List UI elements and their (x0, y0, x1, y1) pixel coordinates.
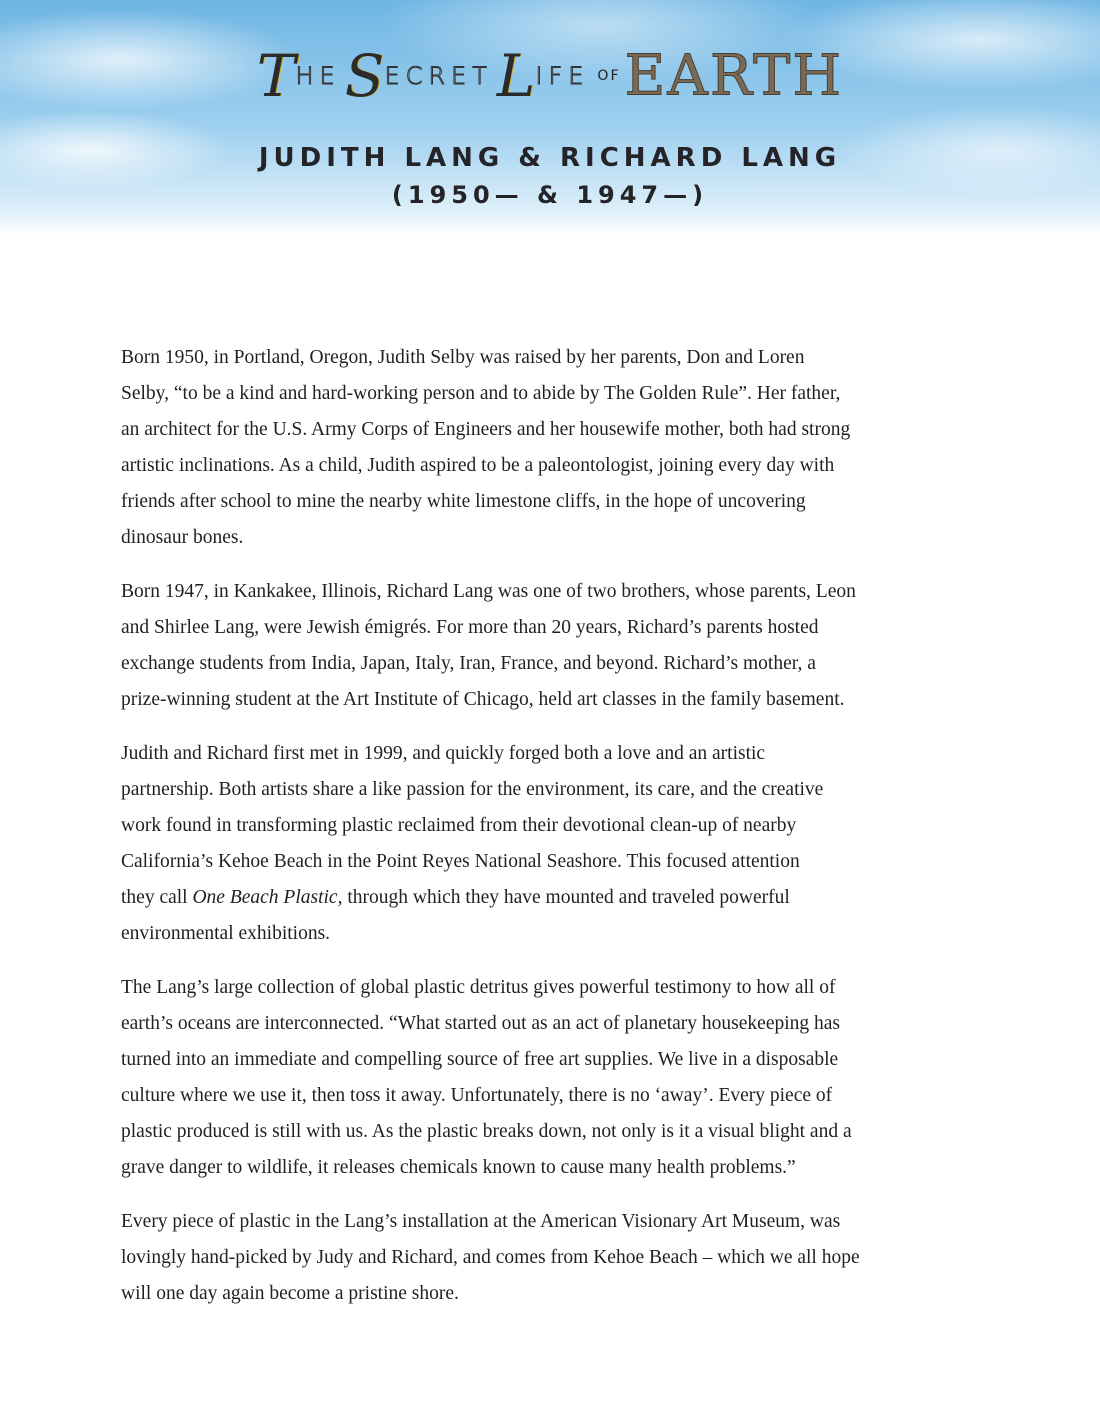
paragraph-richard (121, 574, 1021, 718)
text-line: turned into an immediate and compelling source of free art supplies. We live in a disposable (121, 1049, 839, 1070)
text-line: work found in transforming plastic reclaimed from their devotional clean-up of nearby (121, 815, 797, 836)
paragraph-judith (121, 340, 1021, 556)
secret-life-of-earth-logo (0, 42, 1100, 110)
logo-initial-l: L (496, 42, 536, 110)
text-line: environmental exhibitions. (121, 923, 331, 944)
text-line: plastic produced is still with us. As the plastic breaks down, not only is it a visual blight and a (121, 1121, 852, 1142)
logo-text-the: HE (295, 62, 341, 90)
text-line: dinosaur bones. (121, 527, 244, 548)
text-line (121, 880, 1021, 916)
text-line: Selby, “to be a kind and hard-working person and to abide by The Golden Rule”. Her father, (121, 383, 841, 404)
text-segment: they call (121, 887, 193, 908)
text-line: Born 1950, in Portland, Oregon, Judith Selby was raised by her parents, Don and Loren (121, 347, 805, 368)
text-line: grave danger to wildlife, it releases chemicals known to cause many health problems.” (121, 1157, 796, 1178)
artist-dates: (1950— & 1947—) (391, 181, 709, 209)
text-line: lovingly hand-picked by Judy and Richard, and comes from Kehoe Beach – which we all hope (121, 1247, 860, 1268)
text-line: an architect for the U.S. Army Corps of Engineers and her housewife mother, both had strong (121, 419, 851, 440)
text-line: friends after school to mine the nearby white limestone cliffs, in the hope of uncovering (121, 491, 806, 512)
logo-text-earth: EARTH (624, 43, 844, 109)
logo-initial-t: T (256, 42, 296, 110)
page-title: JUDITH LANG & RICHARD LANG (258, 143, 842, 173)
logo-text-of: OF (597, 68, 621, 84)
text-line: Every piece of plastic in the Lang’s installation at the American Visionary Art Museum, was (121, 1211, 841, 1232)
paragraph-collection (121, 970, 1021, 1186)
text-line: partnership. Both artists share a like passion for the environment, its care, and the creative (121, 779, 824, 800)
text-line: prize-winning student at the Art Institute of Chicago, held art classes in the family basement. (121, 689, 845, 710)
text-line: earth’s oceans are interconnected. “What started out as an act of planetary housekeeping has (121, 1013, 841, 1034)
text-line: and Shirlee Lang, were Jewish émigrés. For more than 20 years, Richard’s parents hosted (121, 617, 819, 638)
text-line: artistic inclinations. As a child, Judith aspired to be a paleontologist, joining every day with (121, 455, 835, 476)
paragraph-partnership (121, 736, 1021, 952)
text-line: California’s Kehoe Beach in the Point Reyes National Seashore. This focused attention (121, 851, 800, 872)
logo-text-secret: ECRET (384, 62, 493, 90)
header-banner (0, 0, 1100, 236)
text-line: will one day again become a pristine shore. (121, 1283, 459, 1304)
text-line: Judith and Richard first met in 1999, and quickly forged both a love and an artistic (121, 743, 766, 764)
paragraph-installation (121, 1204, 1021, 1312)
text-segment: , through which they have mounted and traveled powerful (337, 887, 790, 908)
logo-text-life: IFE (535, 62, 590, 90)
biography-text (121, 340, 1021, 1330)
text-line: Born 1947, in Kankakee, Illinois, Richard Lang was one of two brothers, whose parents, Leon (121, 581, 856, 602)
text-line: exchange students from India, Japan, Italy, Iran, France, and beyond. Richard’s mother, a (121, 653, 816, 674)
text-line: culture where we use it, then toss it away. Unfortunately, there is no ‘away’. Every piece of (121, 1085, 833, 1106)
project-title-italic: One Beach Plastic (192, 887, 338, 908)
text-line: The Lang’s large collection of global plastic detritus gives powerful testimony to how all of (121, 977, 836, 998)
logo-initial-s: S (344, 42, 385, 110)
